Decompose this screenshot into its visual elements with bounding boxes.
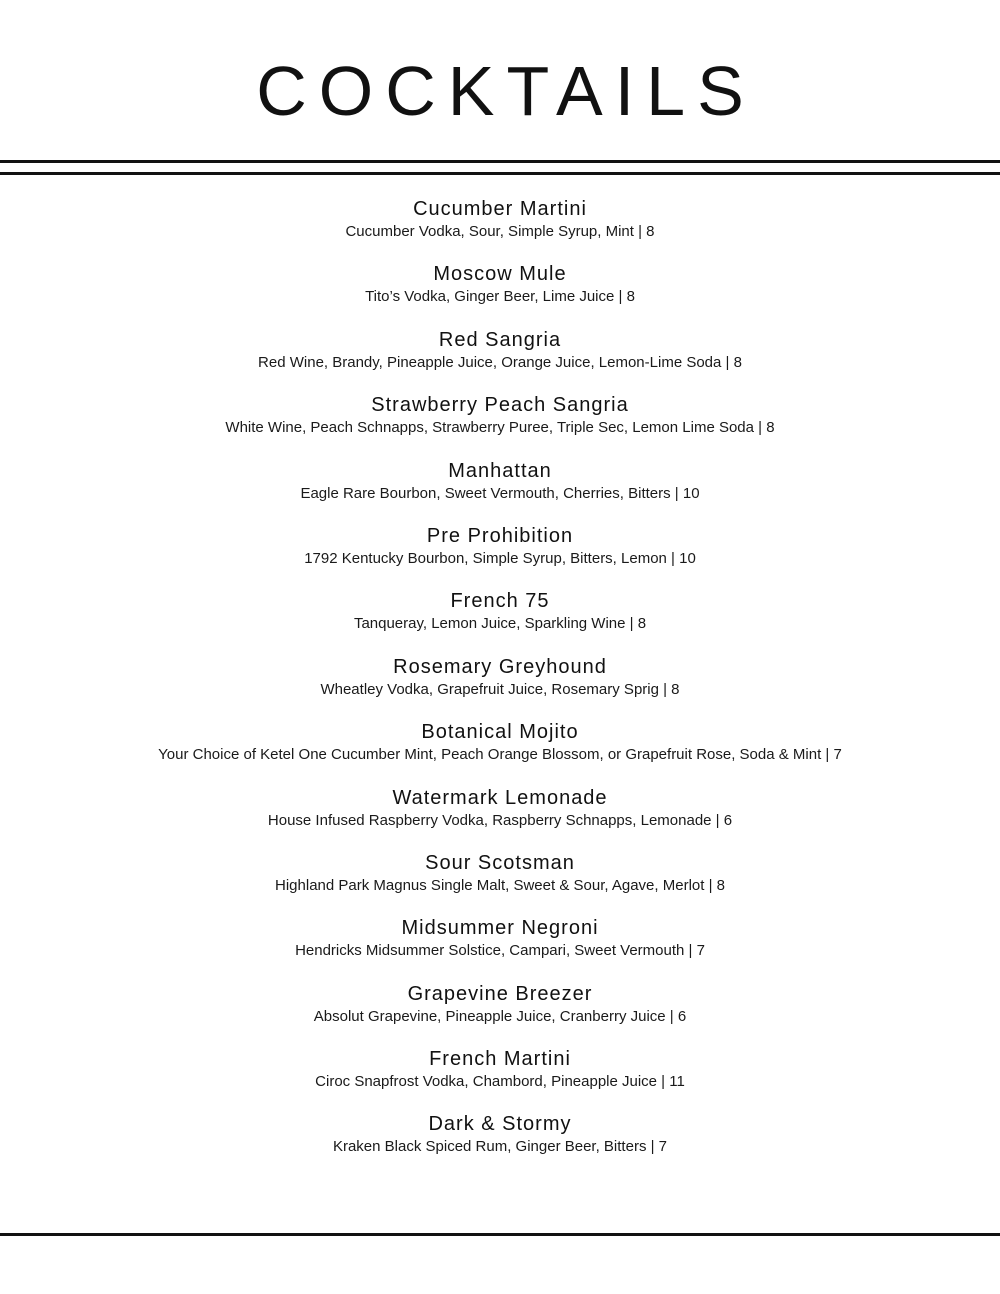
bottom-divider-line xyxy=(0,1233,1000,1236)
item-description: Tanqueray, Lemon Juice, Sparkling Wine | 8 xyxy=(353,615,647,633)
item-description: 1792 Kentucky Bourbon, Simple Syrup, Bitters, Lemon | 10 xyxy=(304,549,696,567)
menu-item xyxy=(0,1111,1000,1176)
item-name: Botanical Mojito xyxy=(421,721,579,744)
item-description: Ciroc Snapfrost Vodka, Chambord, Pineapple Juice | 11 xyxy=(315,1073,685,1091)
item-name: Watermark Lemonade xyxy=(392,786,608,809)
item-name: Rosemary Greyhound xyxy=(393,655,607,678)
item-name: French Martini xyxy=(429,1048,571,1071)
item-name: Sour Scotsman xyxy=(425,851,575,874)
item-description: House Infused Raspberry Vodka, Raspberry Schnapps, Lemonade | 6 xyxy=(267,811,733,829)
item-name: Pre Prohibition xyxy=(426,524,574,547)
item-description: White Wine, Peach Schnapps, Strawberry Puree, Triple Sec, Lemon Lime Soda | 8 xyxy=(225,419,775,437)
menu-item xyxy=(0,261,1000,326)
menu-item xyxy=(0,327,1000,392)
menu-item xyxy=(0,719,1000,784)
item-name: Strawberry Peach Sangria xyxy=(371,394,629,417)
top-divider-line-secondary xyxy=(0,172,1000,175)
item-description: Wheatley Vodka, Grapefruit Juice, Rosemary Sprig | 8 xyxy=(320,680,680,698)
menu-item xyxy=(0,785,1000,850)
menu-item xyxy=(0,981,1000,1046)
item-description: Tito’s Vodka, Ginger Beer, Lime Juice | 8 xyxy=(365,288,635,306)
item-description: Your Choice of Ketel One Cucumber Mint, Peach Orange Blossom, or Grapefruit Rose, Soda & Mint | 7 xyxy=(158,746,842,764)
item-name: Moscow Mule xyxy=(433,263,567,286)
item-description: Red Wine, Brandy, Pineapple Juice, Orange Juice, Lemon-Lime Soda | 8 xyxy=(258,353,742,371)
item-description: Eagle Rare Bourbon, Sweet Vermouth, Cherries, Bitters | 10 xyxy=(300,484,700,502)
top-divider-line xyxy=(0,160,1000,163)
item-description: Highland Park Magnus Single Malt, Sweet & Sour, Agave, Merlot | 8 xyxy=(275,876,725,894)
item-name: Red Sangria xyxy=(438,328,562,351)
menu-item xyxy=(0,196,1000,261)
menu-item xyxy=(0,458,1000,523)
menu-item xyxy=(0,523,1000,588)
menu-item xyxy=(0,850,1000,915)
menu-item xyxy=(0,915,1000,980)
item-name: French 75 xyxy=(450,590,550,613)
item-name: Midsummer Negroni xyxy=(401,917,599,940)
item-name: Dark & Stormy xyxy=(428,1113,572,1136)
item-description: Cucumber Vodka, Sour, Simple Syrup, Mint | 8 xyxy=(345,223,655,240)
item-name: Grapevine Breezer xyxy=(407,982,593,1005)
menu-item xyxy=(0,654,1000,719)
item-description: Absolut Grapevine, Pineapple Juice, Cranberry Juice | 6 xyxy=(313,1007,687,1025)
item-name: Manhattan xyxy=(448,459,552,482)
item-description: Kraken Black Spiced Rum, Ginger Beer, Bitters | 7 xyxy=(332,1138,668,1156)
item-description: Hendricks Midsummer Solstice, Campari, Sweet Vermouth | 7 xyxy=(295,942,705,960)
item-name: Cucumber Martini xyxy=(413,198,587,220)
page-title: COCKTAILS xyxy=(256,52,756,130)
menu-item xyxy=(0,392,1000,457)
menu-item xyxy=(0,588,1000,653)
cocktail-list xyxy=(0,196,1000,1177)
menu-item xyxy=(0,1046,1000,1111)
